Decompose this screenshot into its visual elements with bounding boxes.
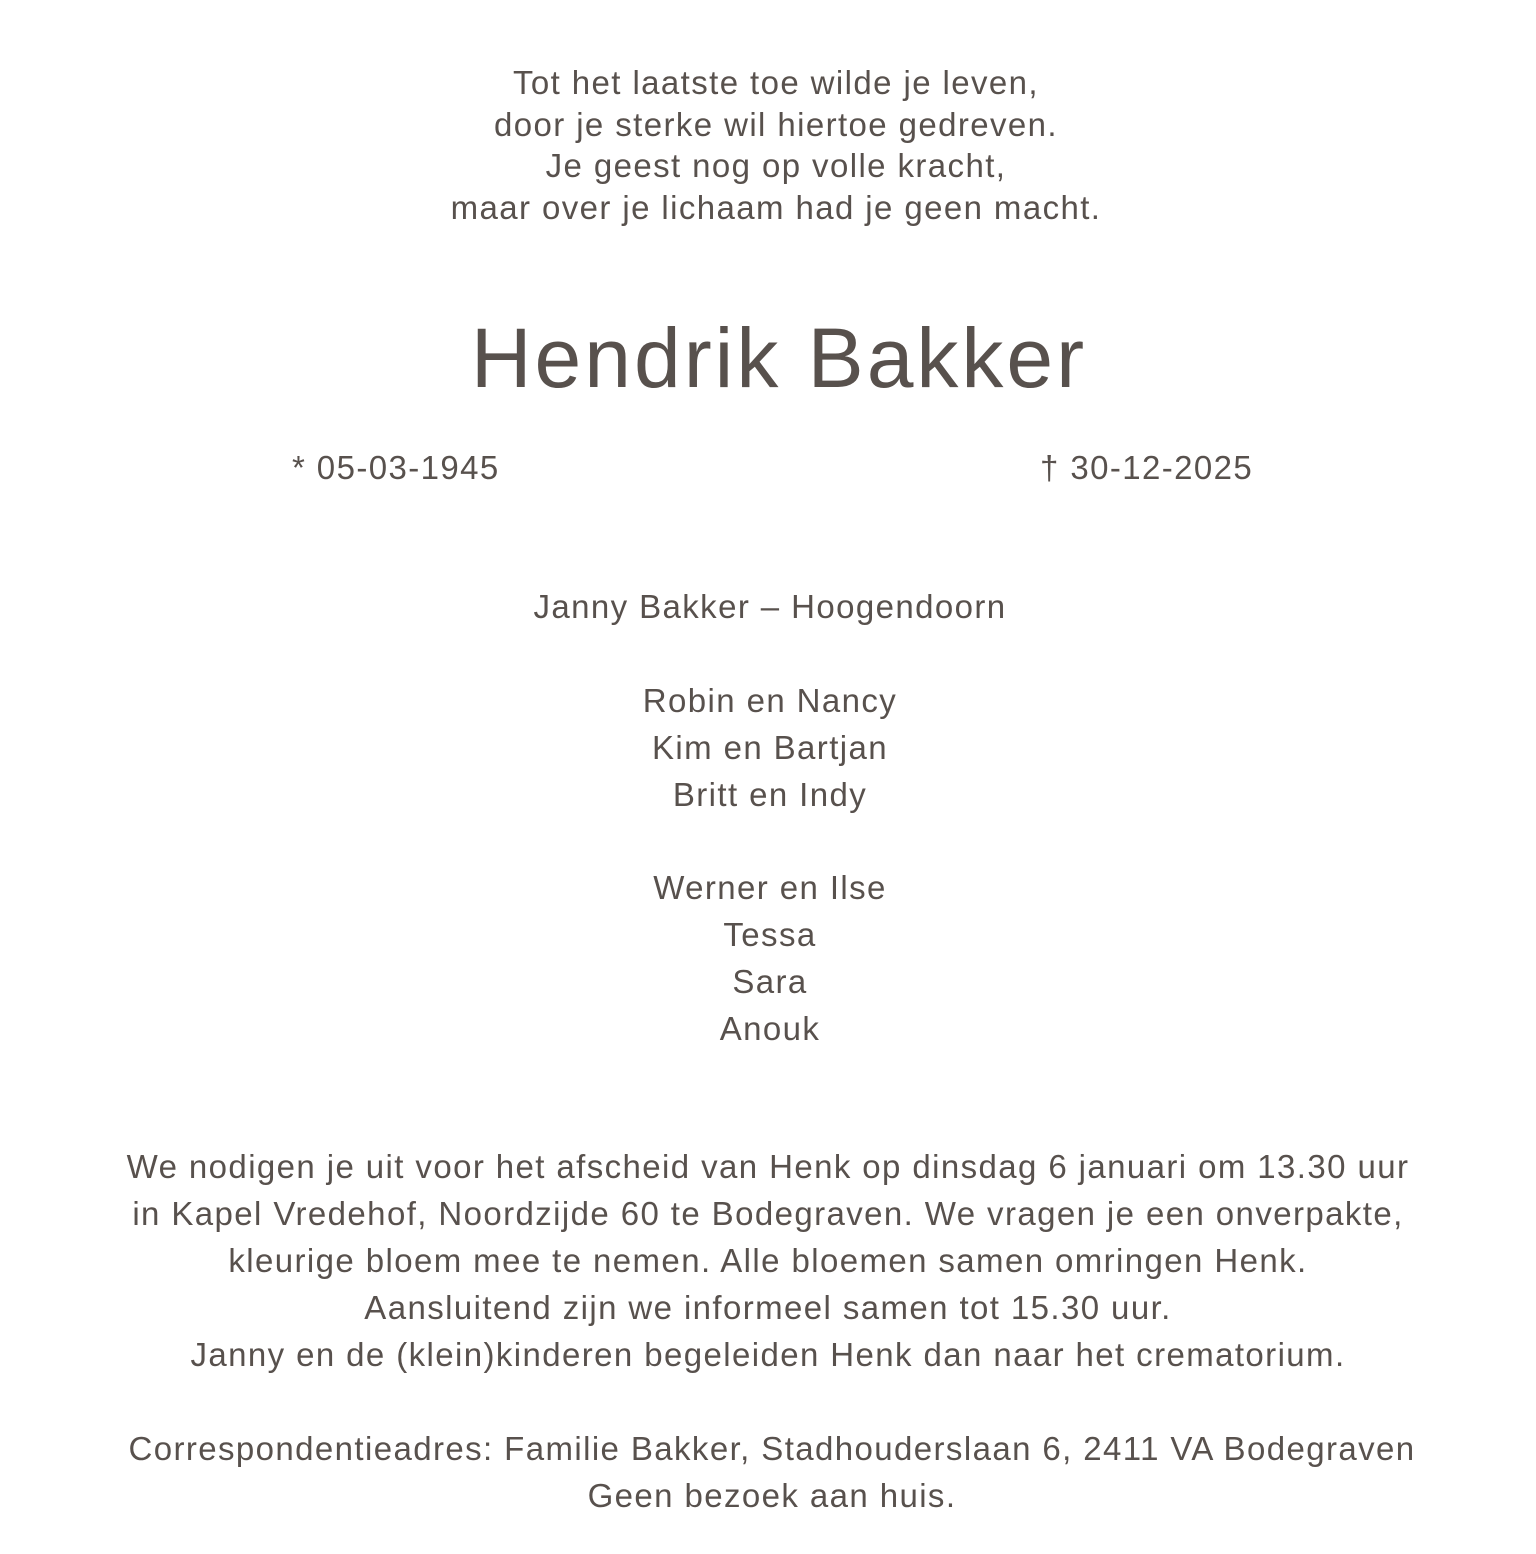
notice-line: We nodigen je uit voor het afscheid van Henk op dinsdag 6 januari om 13.30 uur — [126, 1148, 1410, 1185]
poem-line: Tot het laatste toe wilde je leven, — [513, 64, 1039, 101]
poem-line: Je geest nog op volle kracht, — [545, 147, 1007, 184]
notice-line: kleurige bloem mee te nemen. Alle bloemen samen omringen Henk. — [228, 1242, 1308, 1279]
poem-line: door je sterke wil hiertoe gedreven. — [493, 105, 1058, 143]
birth-date: * 05-03-1945 — [292, 449, 500, 486]
notice-line: Janny en de (klein)kinderen begeleiden Henk dan naar het crematorium. — [190, 1336, 1346, 1373]
spouse-name: Janny Bakker – Hoogendoorn — [533, 588, 1007, 625]
family-member: Tessa — [723, 916, 817, 953]
family-member: Britt en Indy — [672, 776, 868, 813]
family-group-2 — [0, 864, 1536, 1052]
family-member: Werner en Ilse — [653, 869, 887, 906]
poem-line: maar over je lichaam had je geen macht. — [450, 188, 1102, 226]
death-date: † 30-12-2025 — [1040, 449, 1254, 486]
poem — [0, 62, 1536, 228]
farewell-notice — [0, 1143, 1536, 1378]
correspondence-address: Correspondentieadres: Familie Bakker, Stadhouderslaan 6, 2411 VA Bodegraven — [128, 1430, 1416, 1467]
family-member: Kim en Bartjan — [651, 729, 889, 766]
deceased-name: Hendrik Bakker — [470, 311, 1088, 405]
no-visit-note: Geen bezoek aan huis. — [587, 1477, 957, 1514]
notice-line: Aansluitend zijn we informeel samen tot 15.30 uur. — [364, 1289, 1172, 1326]
children-group — [0, 677, 1536, 818]
family-member: Robin en Nancy — [642, 682, 898, 719]
notice-line: in Kapel Vredehof, Noordzijde 60 te Bodegraven. We vragen je een onverpakte, — [132, 1195, 1404, 1232]
family-member: Sara — [732, 963, 808, 1000]
spouse-group — [0, 583, 1536, 630]
footer — [0, 1425, 1536, 1519]
family-member: Anouk — [719, 1010, 821, 1047]
